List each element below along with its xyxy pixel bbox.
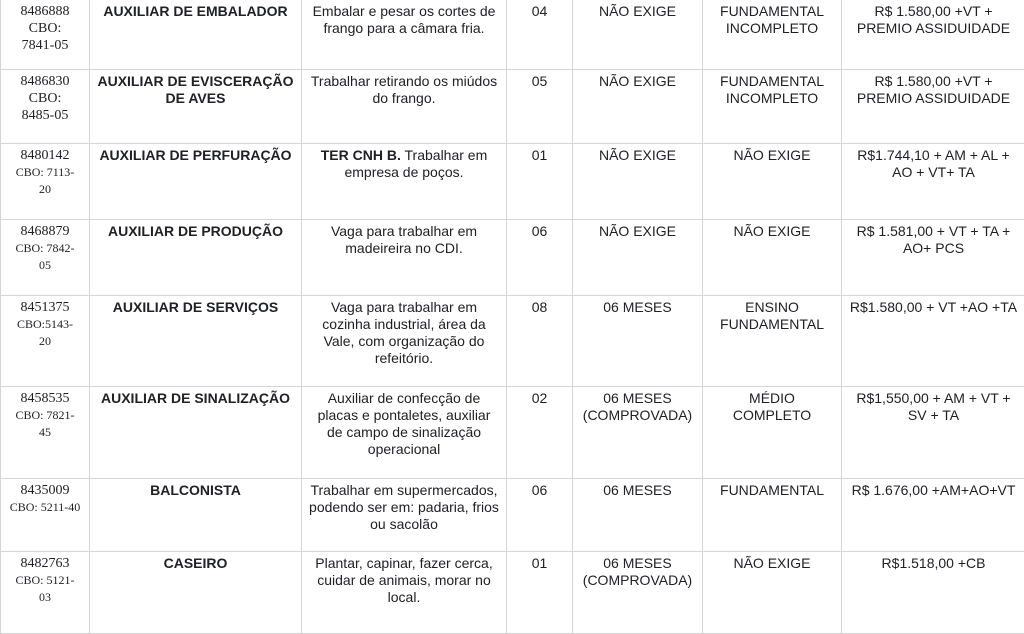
job-description xyxy=(302,296,507,387)
vacancy-count: 01 xyxy=(507,552,573,634)
job-description xyxy=(302,479,507,552)
job-title: AUXILIAR DE SERVIÇOS xyxy=(90,296,302,387)
vacancy-code: 8480142 xyxy=(7,147,83,164)
schooling: FUNDAMENTAL INCOMPLETO xyxy=(703,0,842,70)
vacancy-code: 8486888 xyxy=(7,3,83,20)
cbo-label: CBO: 5121- xyxy=(7,572,83,589)
table-row xyxy=(1,387,1024,479)
job-title: AUXILIAR DE EMBALADOR xyxy=(90,0,302,70)
salary-benefits: R$1,550,00 + AM + VT + SV + TA xyxy=(842,387,1024,479)
job-title: AUXILIAR DE PERFURAÇÃO xyxy=(90,144,302,220)
job-title: AUXILIAR DE EVISCERAÇÃO DE AVES xyxy=(90,70,302,144)
experience: 06 MESES xyxy=(573,479,703,552)
cbo-number: 05 xyxy=(7,257,83,274)
cbo-label: CBO: 7821- xyxy=(7,407,83,424)
vacancy-count: 06 xyxy=(507,479,573,552)
job-description-text: Vaga para trabalhar em cozinha industrial, área da Vale, com organização do refeitório. xyxy=(322,299,485,366)
job-title: BALCONISTA xyxy=(90,479,302,552)
job-description xyxy=(302,144,507,220)
table-row xyxy=(1,296,1024,387)
experience: NÃO EXIGE xyxy=(573,220,703,296)
job-description-text: Embalar e pesar os cortes de frango para a câmara fria. xyxy=(313,3,496,36)
vacancy-code-cell xyxy=(1,0,90,70)
job-description xyxy=(302,552,507,634)
salary-benefits: R$1.518,00 +CB xyxy=(842,552,1024,634)
table-row xyxy=(1,552,1024,634)
vacancy-count: 02 xyxy=(507,387,573,479)
cbo-label: CBO: 5211-40 xyxy=(7,499,83,516)
cbo-label: CBO: xyxy=(7,20,83,37)
salary-benefits: R$ 1.676,00 +AM+AO+VT xyxy=(842,479,1024,552)
job-description-text: Trabalhar em supermercados, podendo ser em: padaria, frios ou sacolão xyxy=(309,482,499,532)
cbo-number: 8485-05 xyxy=(7,107,83,124)
job-description xyxy=(302,220,507,296)
experience: 06 MESES xyxy=(573,296,703,387)
vacancy-code: 8458535 xyxy=(7,390,83,407)
schooling: ENSINO FUNDAMENTAL xyxy=(703,296,842,387)
job-description xyxy=(302,0,507,70)
vacancy-code-cell xyxy=(1,479,90,552)
experience: NÃO EXIGE xyxy=(573,0,703,70)
schooling: NÃO EXIGE xyxy=(703,552,842,634)
vacancy-count: 08 xyxy=(507,296,573,387)
experience: NÃO EXIGE xyxy=(573,70,703,144)
vacancy-code-cell xyxy=(1,70,90,144)
cbo-label: CBO: 7842- xyxy=(7,240,83,257)
experience: NÃO EXIGE xyxy=(573,144,703,220)
job-description-text: Vaga para trabalhar em madeireira no CDI. xyxy=(331,223,477,256)
job-title: CASEIRO xyxy=(90,552,302,634)
table-row xyxy=(1,0,1024,70)
cbo-label: CBO: 7113- xyxy=(7,164,83,181)
schooling: NÃO EXIGE xyxy=(703,144,842,220)
job-description-text: Trabalhar em empresa de poços. xyxy=(344,147,487,180)
cbo-number: 03 xyxy=(7,589,83,606)
vacancy-count: 06 xyxy=(507,220,573,296)
job-description-text: Plantar, capinar, fazer cerca, cuidar de animais, morar no local. xyxy=(315,555,492,605)
job-requirement-bold: TER CNH B. xyxy=(321,147,401,163)
salary-benefits: R$ 1.581,00 + VT + TA + AO+ PCS xyxy=(842,220,1024,296)
cbo-number: 45 xyxy=(7,424,83,441)
table-row xyxy=(1,144,1024,220)
vacancy-code-cell xyxy=(1,220,90,296)
vacancy-count: 04 xyxy=(507,0,573,70)
vacancy-code-cell xyxy=(1,144,90,220)
cbo-number: 20 xyxy=(7,181,83,198)
vacancy-code-cell xyxy=(1,296,90,387)
experience: 06 MESES (COMPROVADA) xyxy=(573,552,703,634)
job-title: AUXILIAR DE SINALIZAÇÃO xyxy=(90,387,302,479)
salary-benefits: R$1.580,00 + VT +AO +TA xyxy=(842,296,1024,387)
vacancy-code: 8435009 xyxy=(7,482,83,499)
cbo-number: 20 xyxy=(7,333,83,350)
schooling: MÉDIO COMPLETO xyxy=(703,387,842,479)
vacancy-count: 01 xyxy=(507,144,573,220)
table-row xyxy=(1,479,1024,552)
vacancy-code: 8451375 xyxy=(7,299,83,316)
table-row xyxy=(1,70,1024,144)
job-title: AUXILIAR DE PRODUÇÃO xyxy=(90,220,302,296)
salary-benefits: R$1.744,10 + AM + AL + AO + VT+ TA xyxy=(842,144,1024,220)
vacancy-count: 05 xyxy=(507,70,573,144)
vacancy-code: 8482763 xyxy=(7,555,83,572)
vacancy-code: 8468879 xyxy=(7,223,83,240)
cbo-number: 7841-05 xyxy=(7,37,83,54)
salary-benefits: R$ 1.580,00 +VT + PREMIO ASSIDUIDADE xyxy=(842,70,1024,144)
vacancy-code: 8486830 xyxy=(7,73,83,90)
job-description-text: Trabalhar retirando os miúdos do frango. xyxy=(311,73,497,106)
vacancy-code-cell xyxy=(1,552,90,634)
schooling: FUNDAMENTAL INCOMPLETO xyxy=(703,70,842,144)
table-body xyxy=(1,0,1024,634)
cbo-label: CBO: xyxy=(7,90,83,107)
vacancy-code-cell xyxy=(1,387,90,479)
job-description xyxy=(302,70,507,144)
schooling: FUNDAMENTAL xyxy=(703,479,842,552)
schooling: NÃO EXIGE xyxy=(703,220,842,296)
cbo-label: CBO:5143- xyxy=(7,316,83,333)
experience: 06 MESES (COMPROVADA) xyxy=(573,387,703,479)
table-row xyxy=(1,220,1024,296)
job-description xyxy=(302,387,507,479)
salary-benefits: R$ 1.580,00 +VT + PREMIO ASSIDUIDADE xyxy=(842,0,1024,70)
job-description-text: Auxiliar de confecção de placas e pontaletes, auxiliar de campo de sinalização operacional xyxy=(318,390,491,457)
